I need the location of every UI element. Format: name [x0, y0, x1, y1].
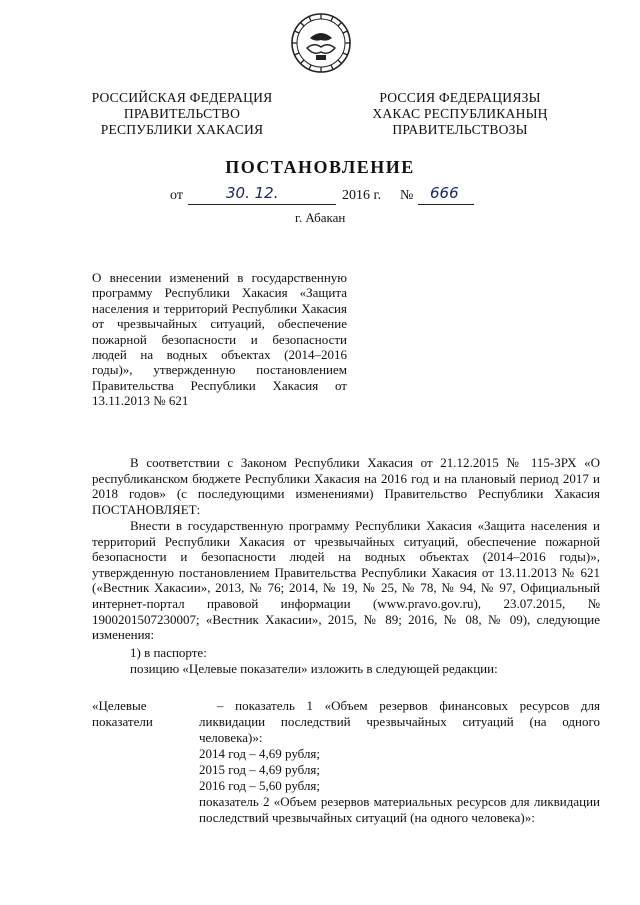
header-left-line-1: РОССИЙСКАЯ ФЕДЕРАЦИЯ: [91, 90, 273, 105]
table-right-cell: [199, 698, 600, 826]
header-right: [360, 90, 560, 138]
paragraph-amendments: Внести в государственную программу Республики Хакасия «Защита населения и территорий Республики Хакасия от чрезвычайных ситуаций, обеспечение пожарной безопасности и безопасности людей на водных объектах (2014–2016 годы)», утвержденную постановлением Правительства Республики Хакасия от 13.11.2013 № 621 («Вестник Хакасии», 2013, № 76; 2014, № 19, № 25, № 78, № 94, № 97, Официальный интернет-портал правовой информации (www.pravo.gov.ru), 23.07.2015, № 1900201507230007; «Вестник Хакасии», 2015, № 89; 2016, № 08, № 09), следующие изменения:: [92, 518, 600, 643]
body-paragraph-3: [92, 645, 600, 661]
number-label: №: [400, 188, 414, 203]
number-handwritten: 666: [430, 184, 459, 202]
date-handwritten: 30. 12.: [226, 184, 279, 202]
header-left: [82, 90, 282, 138]
body-paragraph-1: [92, 455, 600, 517]
date-year: 2016 г.: [342, 188, 382, 203]
indicator-1-2014: 2014 год – 4,69 рубля;: [199, 746, 321, 761]
indicator-1-2016: 2016 год – 5,60 рубля;: [199, 778, 321, 793]
document-title: ПОСТАНОВЛЕНИЕ: [225, 157, 415, 177]
paragraph-legal-basis: В соответствии с Законом Республики Хакасия от 21.12.2015 № 115-ЗРХ «О республиканском бюджете Республики Хакасия на 2016 год и на плановый период 2017 и 2018 годов» (с последующими изменениями) Правительство Республики Хакасия ПОСТАНОВЛЯЕТ:: [92, 455, 600, 517]
body-paragraph-4: [92, 661, 600, 677]
city: г. Абакан: [295, 210, 346, 225]
indicator-1: – показатель 1 «Объем резервов финансовых ресурсов для ликвидации последствий чрезвычайных ситуаций (на одного человека)»:: [199, 698, 600, 745]
paragraph-position: позицию «Целевые показатели» изложить в следующей редакции:: [130, 661, 498, 676]
body-paragraph-2: [92, 518, 600, 643]
header-left-line-2: ПРАВИТЕЛЬСТВО: [123, 106, 241, 121]
header-left-line-3: РЕСПУБЛИКИ ХАКАСИЯ: [100, 122, 264, 137]
coat-of-arms-icon: [290, 12, 352, 74]
header-right-line-1: РОССИЯ ФЕДЕРАЦИЯЗЫ: [379, 90, 541, 105]
table-left-label: «Целевые показатели: [92, 698, 153, 729]
indicator-2: показатель 2 «Объем резервов материальных ресурсов для ликвидации последствий чрезвычайных ситуаций (на одного человека)»:: [199, 794, 600, 825]
indicator-1-2015: 2015 год – 4,69 рубля;: [199, 762, 321, 777]
header-right-line-3: ПРАВИТЕЛЬСТВОЗЫ: [392, 122, 528, 137]
header-right-line-2: ХАКАС РЕСПУБЛИКАНЫҢ: [372, 106, 548, 121]
document-subject: О внесении изменений в государственную программу Республики Хакасия «Защита населения и территорий Республики Хакасия от чрезвычайных ситуаций, обеспечение пожарной безопасности и безопасности людей на водных объектах (2014–2016 годы)», утвержденную постановлением Правительства Республики Хакасия от 13.11.2013 № 621: [92, 270, 347, 409]
date-from-label: от: [170, 188, 183, 203]
paragraph-passport: 1) в паспорте:: [130, 645, 207, 660]
